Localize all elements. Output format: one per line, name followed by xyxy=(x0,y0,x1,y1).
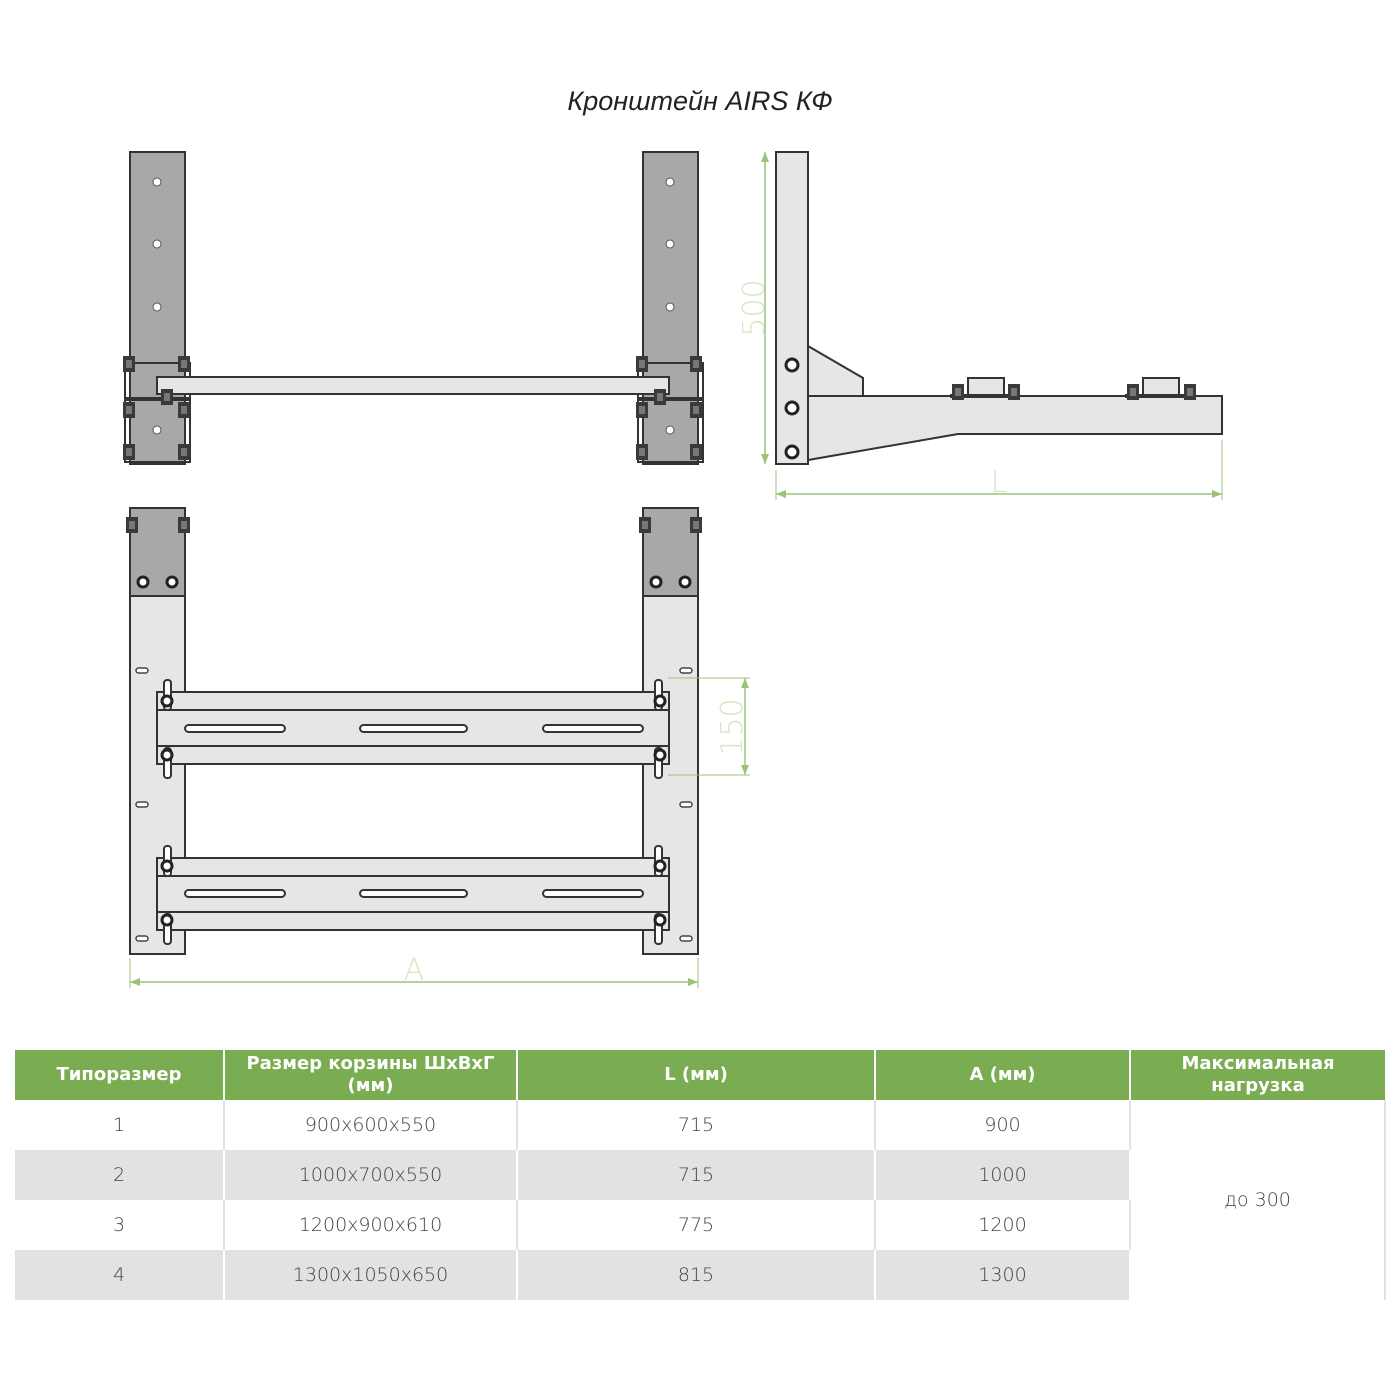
cell-basket-size: 1300х1050х650 xyxy=(224,1250,517,1300)
height-dimension-label: 500 xyxy=(737,279,772,337)
header-basket-size: Размер корзины ШхВхГ (мм) xyxy=(224,1050,517,1100)
front-view xyxy=(126,508,750,988)
cell-a: 1200 xyxy=(875,1200,1130,1250)
length-dimension-label: L xyxy=(990,465,1008,500)
header-max-load: Максимальная нагрузка xyxy=(1130,1050,1385,1100)
cell-basket-size: 900х600х550 xyxy=(224,1100,517,1150)
cell-a: 1300 xyxy=(875,1250,1130,1300)
header-a: A (мм) xyxy=(875,1050,1130,1100)
top-view xyxy=(123,152,703,464)
header-size-type: Типоразмер xyxy=(15,1050,224,1100)
cell-l: 815 xyxy=(517,1250,875,1300)
side-post xyxy=(776,152,808,464)
lower-rail xyxy=(157,846,669,944)
cell-size-type: 3 xyxy=(15,1200,224,1250)
width-dimension-label: A xyxy=(403,953,425,988)
top-rail xyxy=(157,377,669,394)
cell-l: 715 xyxy=(517,1100,875,1150)
header-l: L (мм) xyxy=(517,1050,875,1100)
cell-l: 775 xyxy=(517,1200,875,1250)
cell-max-load: до 300 xyxy=(1130,1100,1385,1300)
spec-table xyxy=(15,1050,1386,1300)
cell-size-type: 4 xyxy=(15,1250,224,1300)
table-row xyxy=(15,1100,1385,1150)
upper-rail xyxy=(157,680,669,778)
side-arm xyxy=(808,396,1222,460)
table-header-row xyxy=(15,1050,1385,1100)
cell-a: 900 xyxy=(875,1100,1130,1150)
cell-l: 715 xyxy=(517,1150,875,1200)
cell-size-type: 1 xyxy=(15,1100,224,1150)
rail-spacing-dimension-label: 150 xyxy=(715,698,750,756)
cell-basket-size: 1200х900х610 xyxy=(224,1200,517,1250)
side-view xyxy=(737,152,1222,500)
cell-basket-size: 1000х700х550 xyxy=(224,1150,517,1200)
drawing-title: Кронштейн AIRS КФ xyxy=(567,86,833,116)
cell-a: 1000 xyxy=(875,1150,1130,1200)
cell-size-type: 2 xyxy=(15,1150,224,1200)
